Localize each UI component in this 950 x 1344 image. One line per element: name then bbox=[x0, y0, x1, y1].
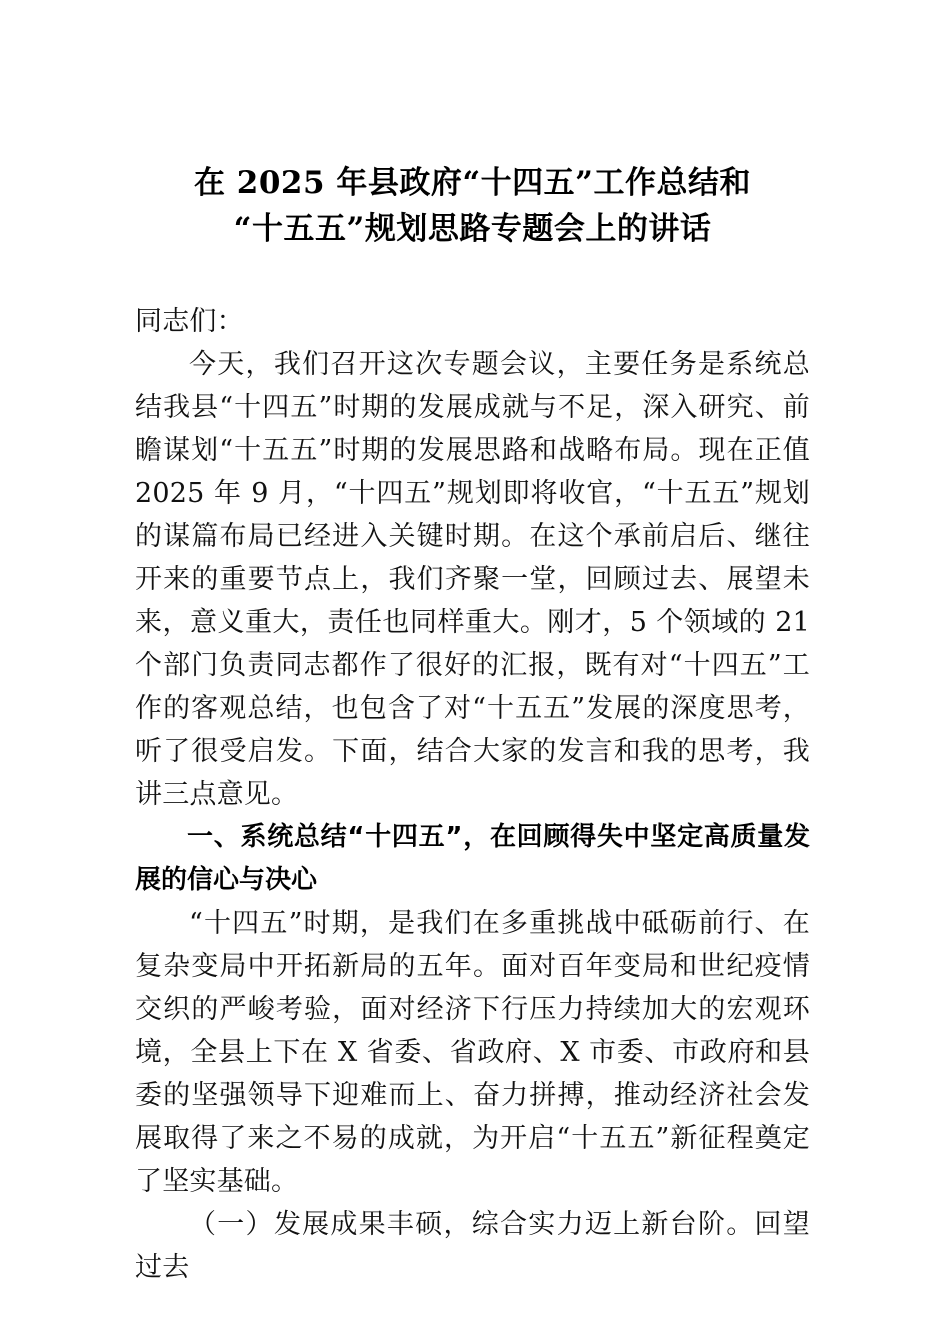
paragraph-subsection-one: （一）发展成果丰硕，综合实力迈上新台阶。回望过去 bbox=[135, 1209, 810, 1283]
title-line-2: “十五五”规划思路专题会上的讲话 bbox=[233, 211, 712, 247]
paragraph-opening: 今天，我们召开这次专题会议，主要任务是系统总结我县“十四五”时期的发展成就与不足，深入研究、前瞻谋划“十五五”时期的发展思路和战略布局。现在正值 2025 年 9 月，“十四五”规划即将收官，“十五五”规划的谋篇布局已经进入关键时期。在这个承前启后、继往开来的重要节点上，我们齐聚一堂，回顾过去、展望未来，意义重大，责任也同样重大。刚才，5 个领域的 21 个部门负责同志都作了很好的汇报，既有对“十四五”工作的客观总结，也包含了对“十五五”发展的深度思考，听了很受启发。下面，结合大家的发言和我的思考，我讲三点意见。 bbox=[135, 349, 810, 810]
section-heading-one: 一、系统总结“十四五”，在回顾得失中坚定高质量发展的信心与决心 bbox=[135, 822, 810, 895]
paragraph-section-one-intro: “十四五”时期，是我们在多重挑战中砥砺前行、在复杂变局中开拓新局的五年。面对百年变局和世纪疫情交织的严峻考验，面对经济下行压力持续加大的宏观环境，全县上下在 X 省委、省政府、X 市委、市政府和县委的坚强领导下迎难而上、奋力拼搏，推动经济社会发展取得了来之不易的成就，为开启“十五五”新征程奠定了坚实基础。 bbox=[135, 908, 810, 1197]
document-body bbox=[135, 300, 810, 1289]
title-line-1: 在 2025 年县政府“十四五”工作总结和 bbox=[193, 165, 752, 201]
page-title bbox=[135, 160, 810, 252]
salutation: 同志们： bbox=[135, 306, 244, 337]
